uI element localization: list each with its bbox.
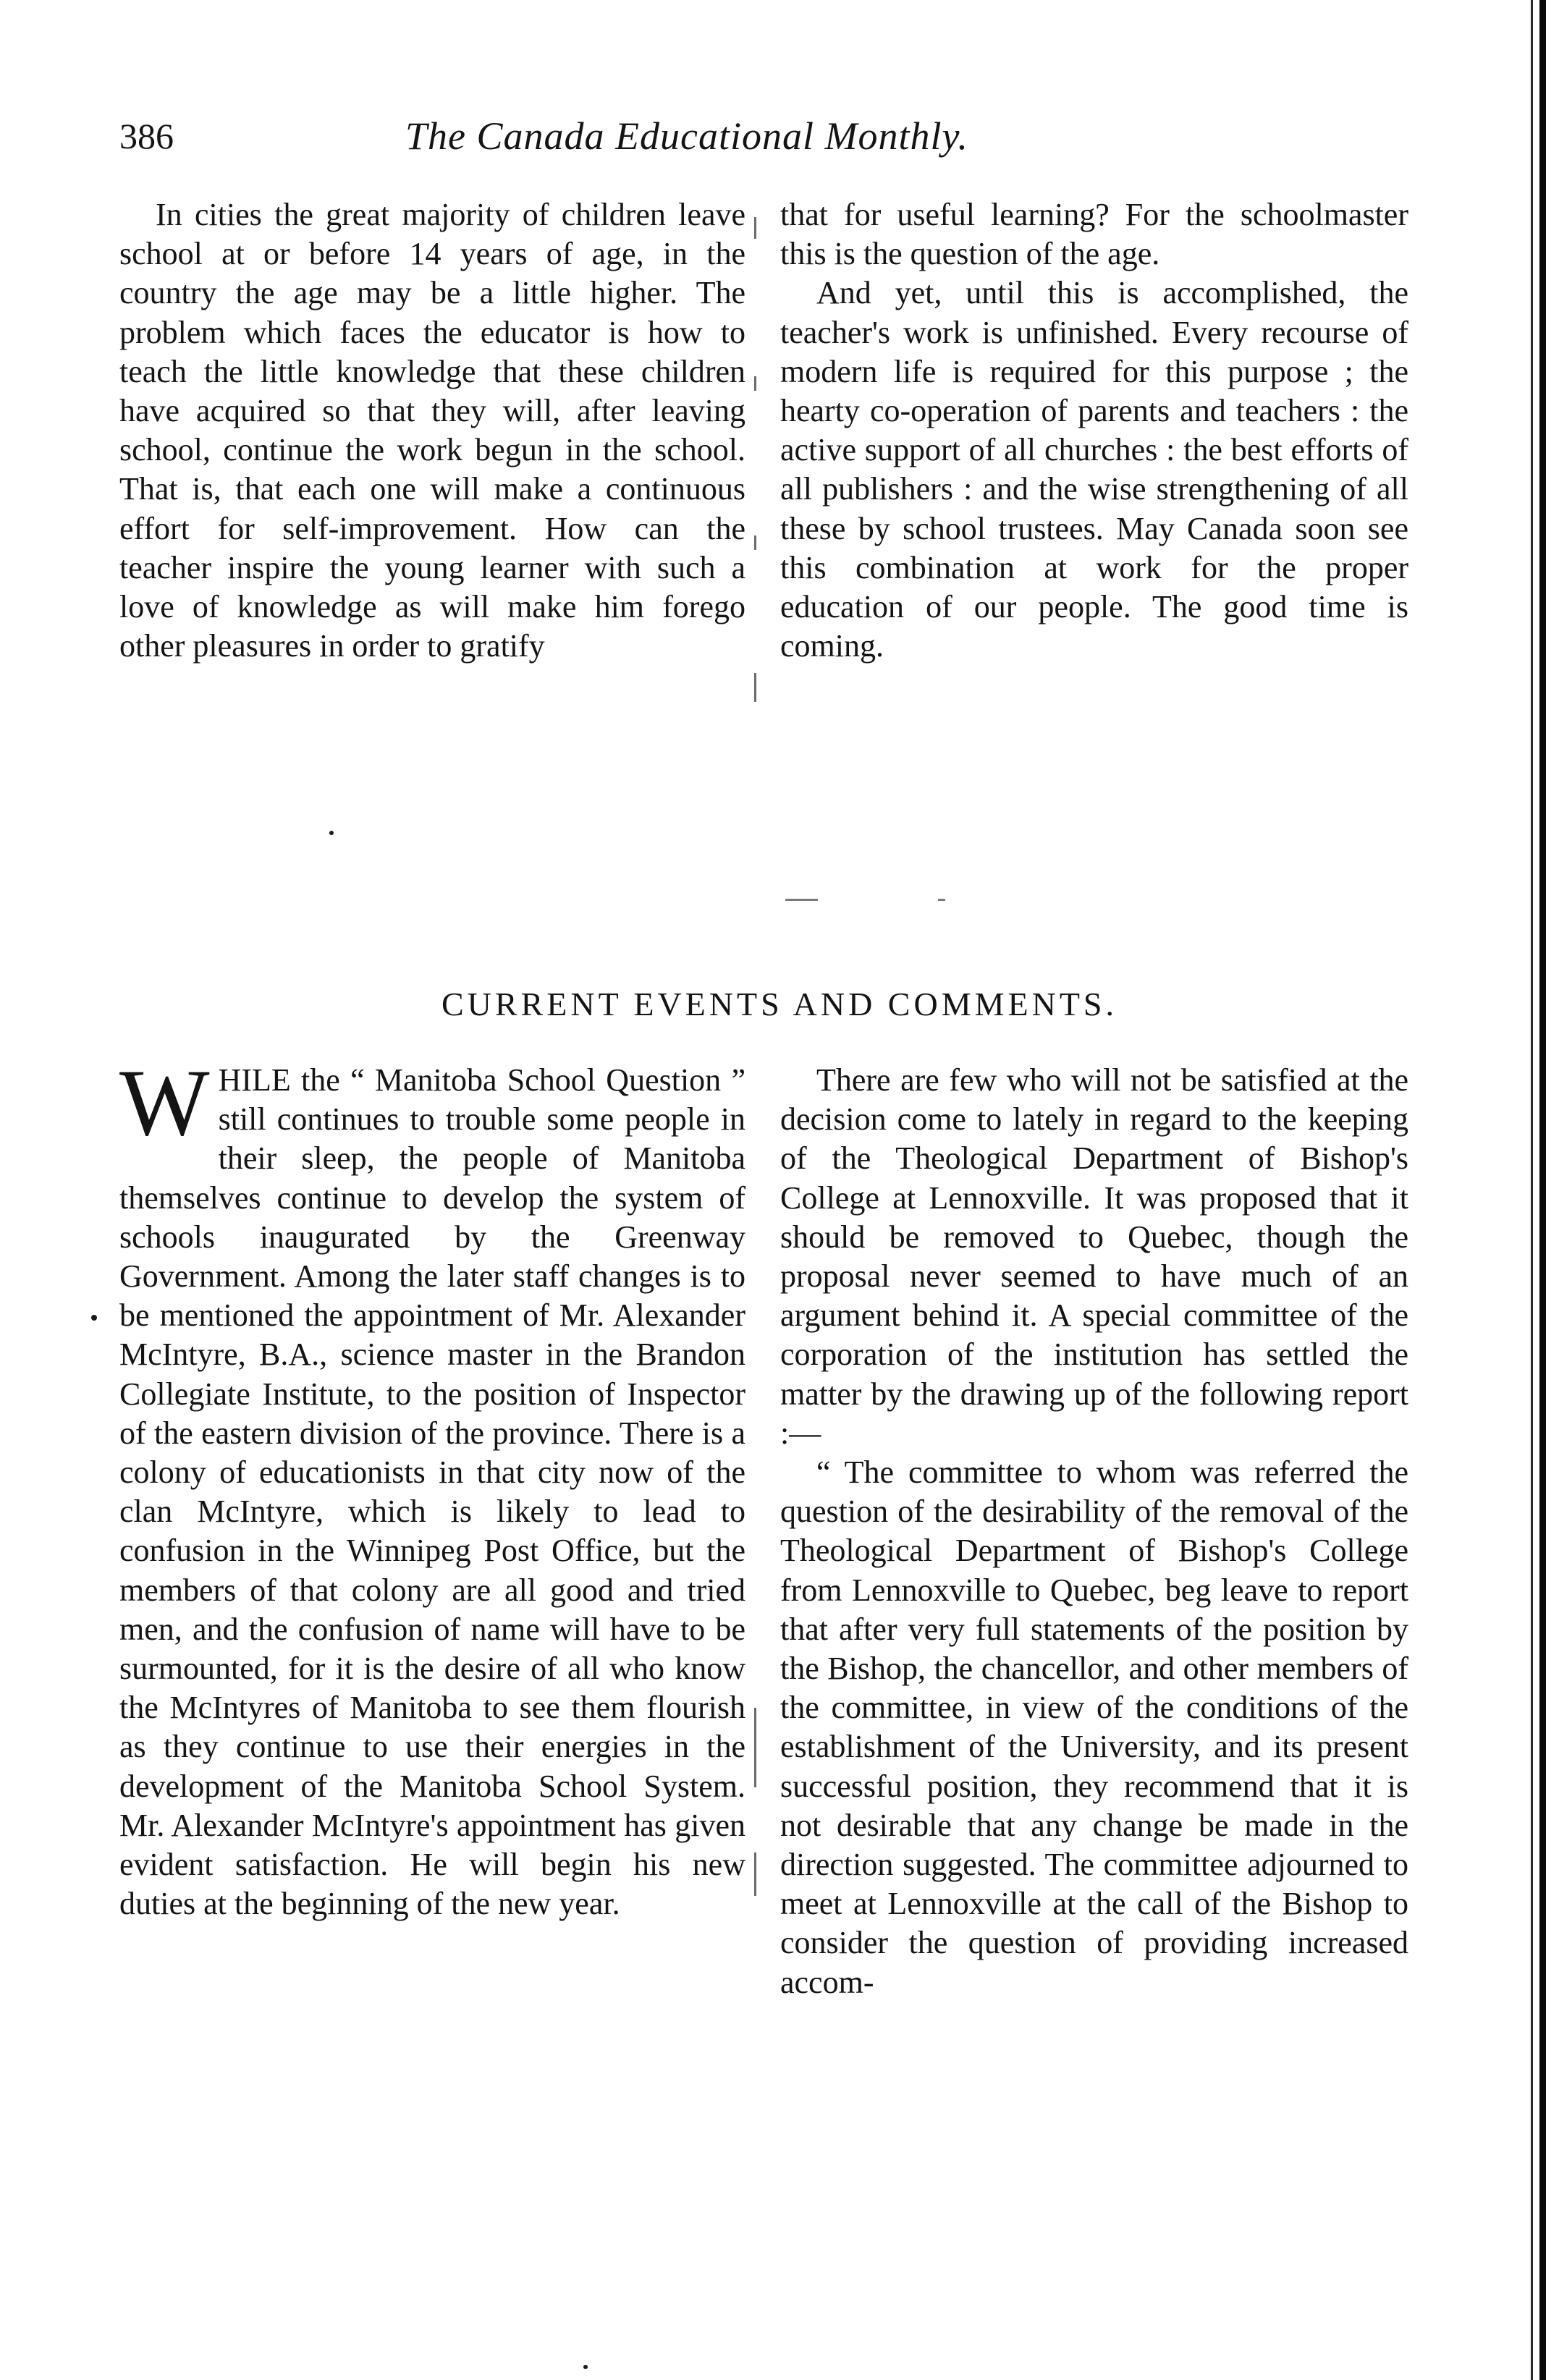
gutter-mark	[754, 376, 756, 391]
page-edge-thin	[1531, 0, 1533, 2380]
paragraph: There are few who will not be satisfied at the decision come to lately in regard to the keeping of the Theological Department of Bishop's College at Lennoxville. It was proposed that it should be removed to Quebec, though the proposal never seemed to have much of an argument behind it. A special committee of the corporation of the institution has settled the matter by the drawing up of the following report :—	[780, 1062, 1408, 1451]
section-heading: CURRENT EVENTS AND COMMENTS.	[441, 986, 1118, 1022]
column-bottom-left	[119, 1049, 745, 1923]
speck	[938, 899, 945, 901]
speck	[785, 899, 818, 901]
page-number: 386	[119, 116, 174, 156]
paragraph: In cities the great majority of children leave school at or before 14 years of age, in the country the age may be a little higher. The problem which faces the educator is how to teach the little knowledge that these children have acquired so that they will, after leaving school, continue the work begun in the school. That is, that each one will make a continuous effort for self-improvement. How can the teacher inspire the young learner with such a love of knowledge as will make him forego other pleasures in order to gratify	[119, 197, 745, 664]
column-top-right	[780, 195, 1408, 666]
paragraph: “ The committee to whom was referred the question of the desirability of the removal of the Theological Department of Bishop's College from Lennoxville to Quebec, beg leave to report that after very full statements of the position by the Bishop, the chancellor, and other members of the committee, in view of the conditions of the establishment of the University, and its present successful position, they recommend that it is not desirable that any change be made in the direction suggested. The committee adjourned to meet at Lennoxville at the call of the Bishop to consider the question of providing increased accom-	[780, 1454, 1408, 2000]
paragraph: And yet, until this is accomplished, the teacher's work is unfinished. Every recourse of modern life is required for this purpose ; the hearty co-operation of parents and teachers : the active support of all churches : the best efforts of all publishers : and the wise strengthening of all these by school trustees. May Canada soon see this combination at work for the proper education of our people. The good time is coming.	[780, 275, 1408, 664]
paragraph-text: HILE the “ Manitoba School Question ” still continues to trouble some people in their sleep, the people of Manitoba themselves continue to develop the system of schools inaugurated by the Greenway Government. Among the later staff changes is to be mentioned the appointment of Mr. Alexander McIntyre, B.A., science master in the Brandon Collegiate Institute, to the position of Inspector of the eastern division of the province. There is a colony of educationists in that city now of the clan McIntyre, which is likely to lead to confusion in the Winnipeg Post Office, but the members of that colony are all good and tried men, and the confusion of name will have to be surmounted, for it is the desire of all who know the McIntyres of Manitoba to see them flourish as they continue to use their energies in the development of the Manitoba School System. Mr. Alexander McIntyre's appointment has given evident satisfaction. He will begin his new duties at the beginning of the new year.	[119, 1062, 745, 1922]
bullet-dot	[91, 1315, 97, 1321]
drop-cap: W	[119, 1049, 210, 1156]
column-bottom-right	[780, 1061, 1408, 2002]
running-title: The Canada Educational Monthly.	[405, 114, 968, 158]
gutter-mark	[754, 1852, 756, 1896]
paragraph	[119, 1049, 745, 1923]
stray-dot	[583, 2365, 588, 2369]
gutter-mark	[754, 1708, 756, 1787]
gutter-mark	[754, 535, 756, 550]
gutter-mark	[754, 673, 756, 702]
column-top-left	[119, 195, 745, 666]
gutter-mark	[754, 217, 756, 239]
paragraph: that for useful learning? For the schoolmaster this is the question of the age.	[780, 197, 1408, 272]
stray-dot	[329, 831, 334, 835]
page-edge-rule	[1539, 0, 1546, 2380]
